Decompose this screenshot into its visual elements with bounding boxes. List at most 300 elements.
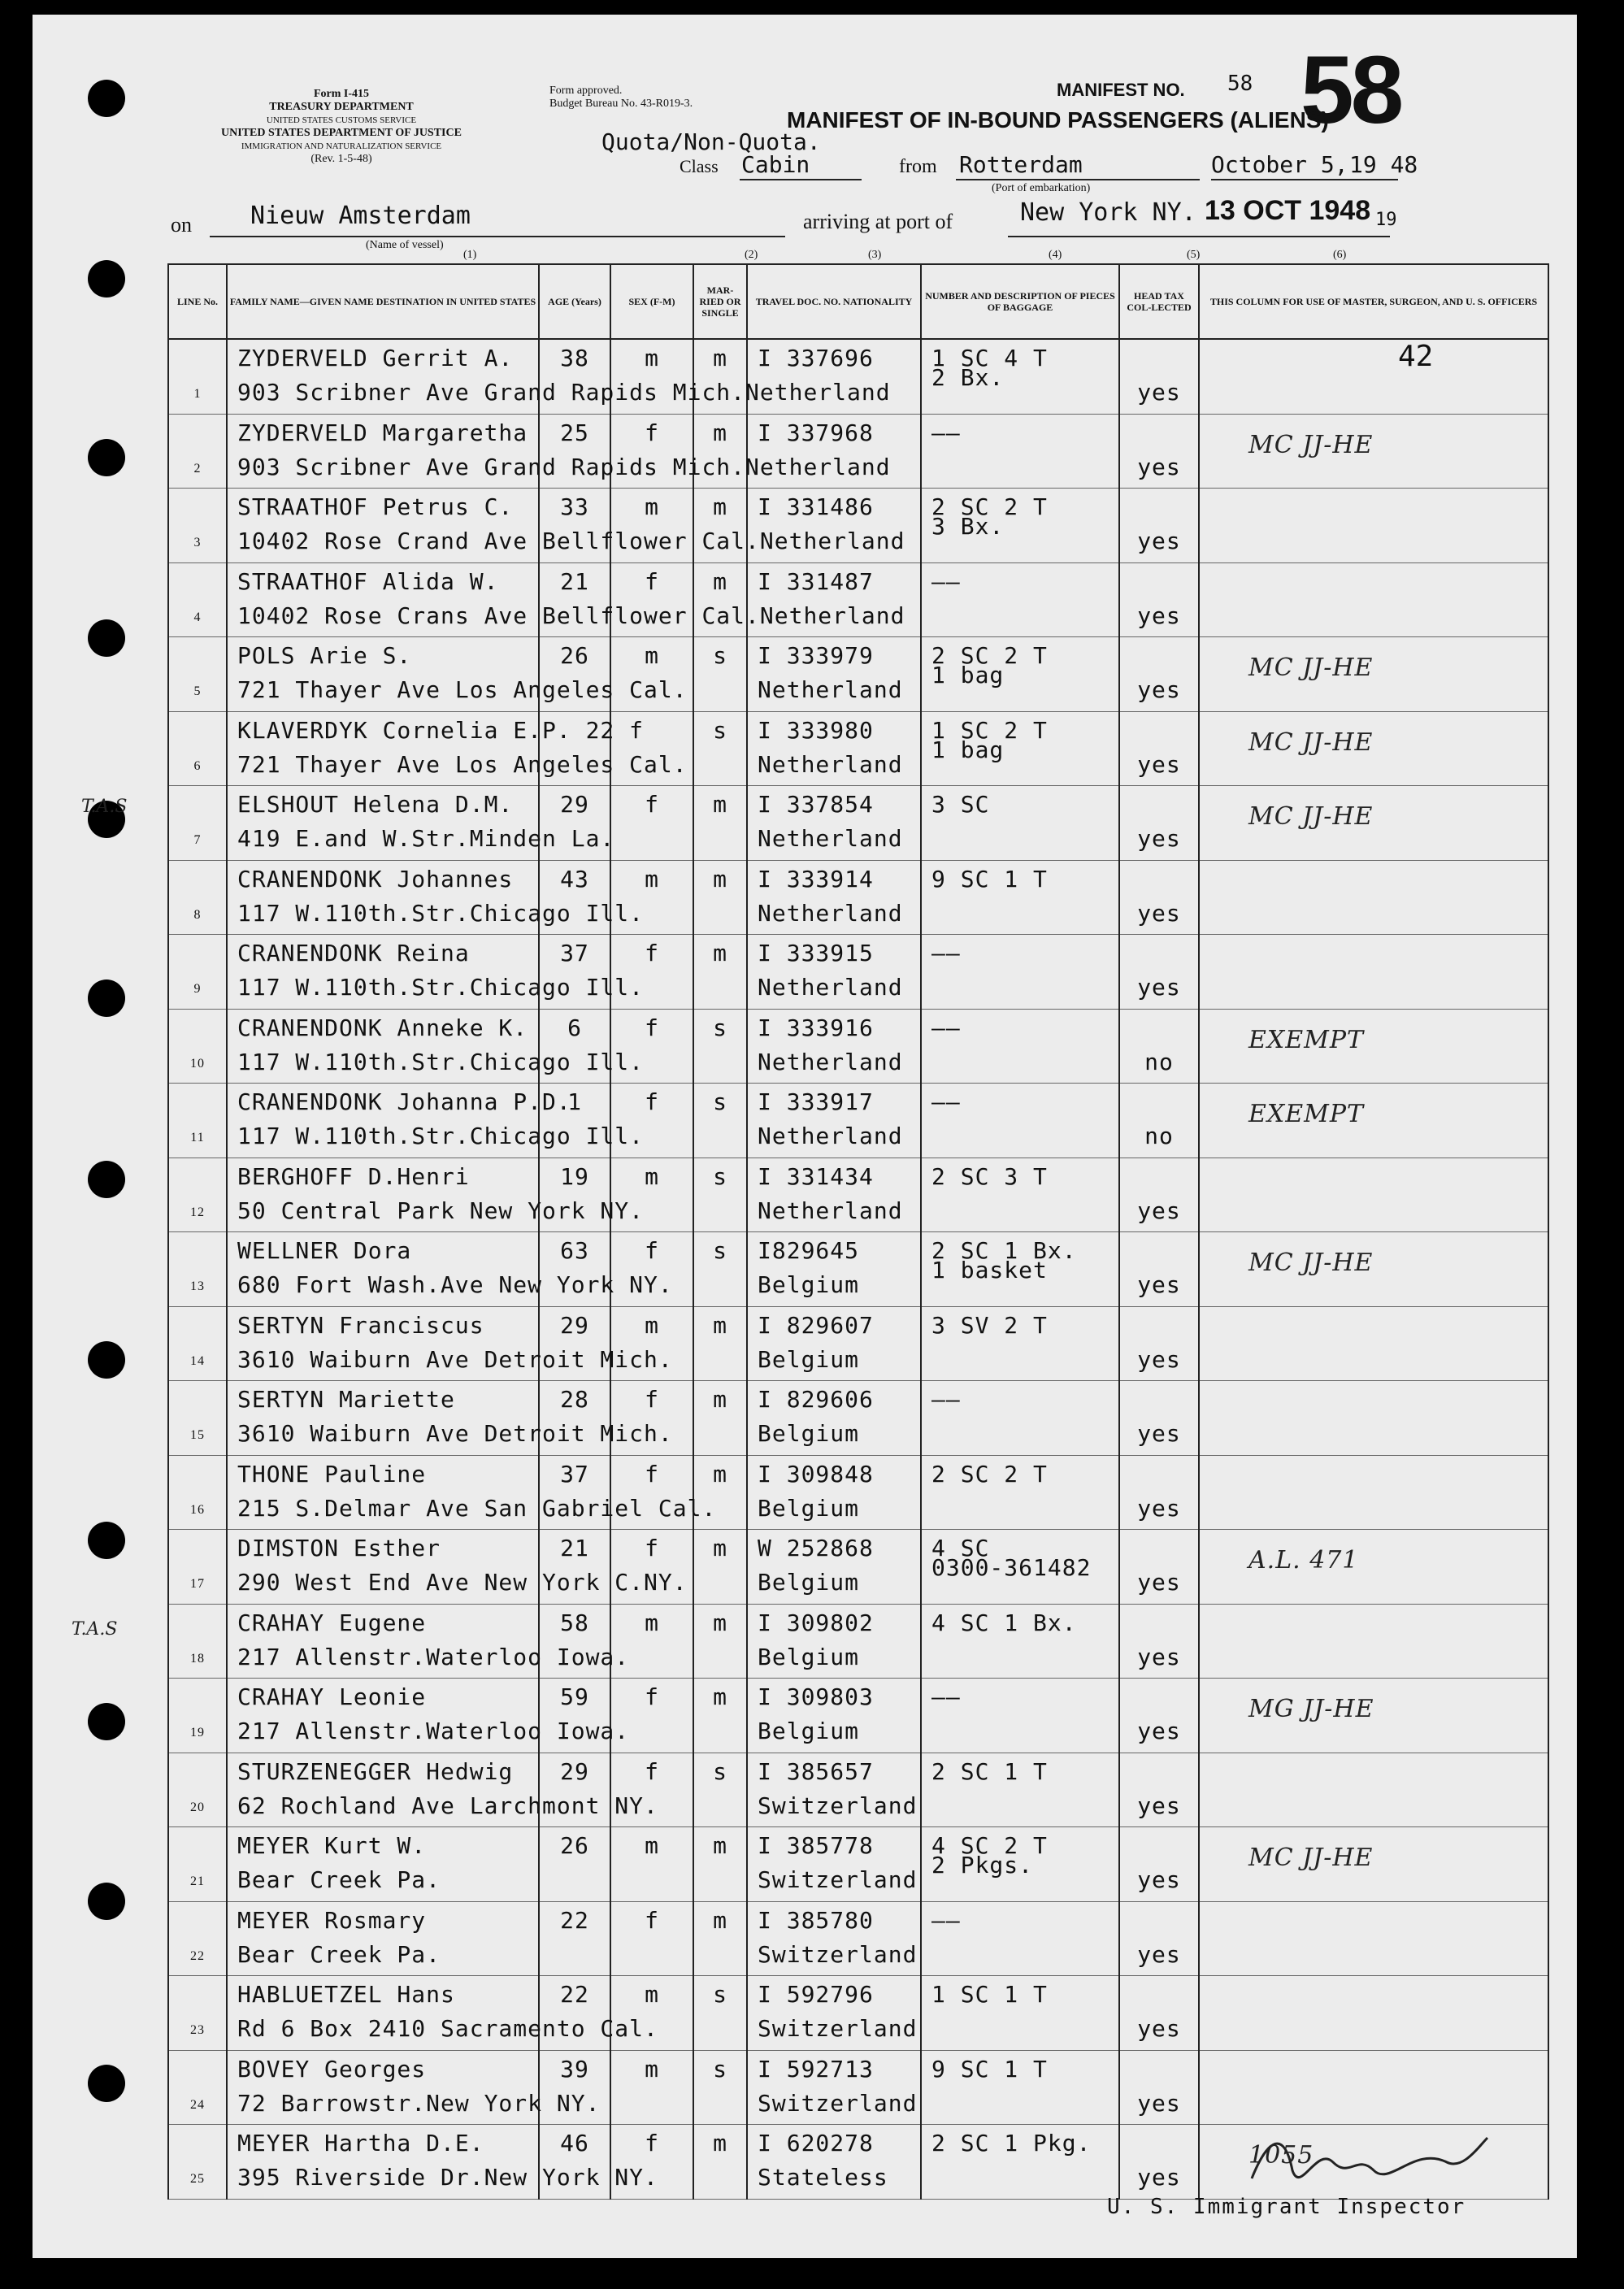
- line-number-cell: [169, 563, 226, 637]
- line-number: 2: [193, 461, 202, 476]
- age: 26: [560, 642, 589, 669]
- marital-status: m: [713, 419, 727, 446]
- sex-cell: [611, 861, 693, 935]
- line-number-cell: [169, 1679, 226, 1753]
- head-tax-cell: [1120, 1010, 1198, 1084]
- sex-cell: [611, 712, 693, 786]
- age-cell: [540, 2051, 610, 2125]
- age-cell: [540, 712, 610, 786]
- marital-cell: [694, 1381, 746, 1455]
- baggage-cell: [922, 1902, 1118, 1976]
- table-row: [168, 1679, 1548, 1753]
- sex-cell: [611, 935, 693, 1009]
- travel-doc-cell: [748, 1679, 920, 1753]
- line-number: 16: [190, 1502, 205, 1517]
- head-tax: yes: [1137, 974, 1181, 1001]
- marital-cell: [694, 786, 746, 860]
- inspector-signature: [1235, 2113, 1496, 2203]
- passenger-name: BOVEY Georges: [237, 2055, 427, 2083]
- table-row: [168, 1753, 1548, 1827]
- punch-hole: [88, 619, 125, 657]
- head-tax-cell: [1120, 1232, 1198, 1306]
- officer-note-cell: [1200, 1456, 1548, 1530]
- age-cell: [540, 861, 610, 935]
- sex: f: [645, 1014, 659, 1041]
- travel-doc-cell: [748, 1605, 920, 1679]
- baggage: 4 SC: [931, 1535, 990, 1561]
- nationality: Belgium: [758, 1718, 860, 1744]
- line-number: 6: [193, 758, 202, 773]
- marital-status: m: [713, 865, 727, 893]
- vessel-caption: (Name of vessel): [366, 239, 444, 251]
- customs-service: UNITED STATES CUSTOMS SERVICE: [266, 115, 417, 125]
- travel-doc: I 337696: [758, 345, 874, 371]
- passenger-name: STRAATHOF Alida W.: [237, 567, 499, 595]
- head-tax: yes: [1137, 1569, 1181, 1596]
- age-cell: [540, 340, 610, 414]
- marital-status: m: [713, 791, 727, 818]
- nationality: Netherland: [758, 899, 903, 927]
- port-line: [1008, 236, 1390, 237]
- nationality: Netherland: [758, 676, 903, 703]
- officer-note: MC JJ-HE: [1248, 430, 1374, 459]
- baggage-cell: [922, 712, 1118, 786]
- destination: 290 West End Ave New York C.NY.: [237, 1569, 688, 1596]
- baggage: 9 SC 1 T: [931, 2055, 1048, 2083]
- passenger-name: MEYER Hartha D.E.: [237, 2130, 484, 2157]
- punch-hole: [88, 1883, 125, 1920]
- sex: m: [645, 1981, 659, 2008]
- marital-status: m: [713, 940, 727, 966]
- line-number-cell: [169, 340, 226, 414]
- officer-note-cell: [1200, 489, 1548, 562]
- destination: 217 Allenstr.Waterloo Iowa.: [237, 1643, 630, 1670]
- punch-hole: [88, 1161, 125, 1198]
- travel-doc-cell: [748, 1530, 920, 1604]
- passenger-name: CRANENDONK Johannes: [237, 865, 514, 893]
- manifest-title: MANIFEST OF IN-BOUND PASSENGERS (ALIENS): [787, 107, 1329, 132]
- line-number: 5: [193, 684, 202, 698]
- travel-doc: I 309802: [758, 1609, 874, 1636]
- baggage-cell: [922, 861, 1118, 935]
- sex: f: [645, 1088, 659, 1115]
- table-row: [168, 562, 1548, 637]
- travel-doc-cell: [748, 1158, 920, 1232]
- age: 58: [560, 1609, 589, 1636]
- line-number: 4: [193, 610, 202, 624]
- officer-note-cell: [1200, 415, 1548, 489]
- name-cell: [228, 712, 688, 786]
- header-line: LINE No.: [168, 264, 227, 339]
- table-row: [168, 414, 1548, 489]
- marital-status: m: [713, 567, 727, 595]
- head-tax: yes: [1137, 2164, 1181, 2191]
- head-tax-cell: [1120, 861, 1198, 935]
- passenger-name: CRAHAY Eugene: [237, 1609, 427, 1636]
- sail-date: October 5,: [1211, 151, 1348, 178]
- sex-cell: [611, 1010, 693, 1084]
- travel-doc-cell: [748, 861, 920, 935]
- marital-status: m: [713, 345, 727, 371]
- table-row: [168, 1232, 1548, 1307]
- travel-doc: I 333980: [758, 716, 874, 744]
- baggage: 1 SC 1 T: [931, 1981, 1048, 2008]
- sex: f: [645, 1386, 659, 1413]
- col-num-2: (2): [745, 249, 758, 261]
- age-cell: [540, 489, 610, 562]
- form-approved: Form approved.: [549, 85, 623, 97]
- header-sex: SEX (F-M): [610, 264, 693, 339]
- baggage-cell: [922, 1679, 1118, 1753]
- port-embark-caption: (Port of embarkation): [992, 182, 1091, 194]
- form-revision: (Rev. 1-5-48): [310, 153, 372, 165]
- header-row: [168, 264, 1548, 339]
- table-row: [168, 1901, 1548, 1976]
- marital-status: m: [713, 1683, 727, 1710]
- destination: 50 Central Park New York NY.: [237, 1197, 645, 1224]
- baggage-cell: [922, 1307, 1118, 1381]
- from-line: [956, 179, 1200, 180]
- head-tax: no: [1144, 1048, 1174, 1075]
- travel-doc: I 309848: [758, 1460, 874, 1488]
- table-row: [168, 637, 1548, 712]
- head-tax-cell: [1120, 1753, 1198, 1827]
- table-row: [168, 1976, 1548, 2051]
- marital-cell: [694, 1084, 746, 1158]
- head-tax: yes: [1137, 676, 1181, 703]
- passenger-name: KLAVERDYK Cornelia E.P. 22 f: [237, 716, 645, 744]
- line-number-cell: [169, 1010, 226, 1084]
- passenger-name: WELLNER Dora: [237, 1237, 412, 1264]
- baggage-extra: 1 bag: [931, 662, 1005, 688]
- line-number: 20: [190, 1800, 205, 1814]
- passenger-name: HABLUETZEL Hans: [237, 1981, 455, 2008]
- line-number: 13: [190, 1279, 205, 1293]
- marital-status: m: [713, 1609, 727, 1636]
- officer-note-cell: [1200, 1605, 1548, 1679]
- destination: 903 Scribner Ave Grand Rapids Mich.Netherland: [237, 379, 891, 406]
- age-cell: [540, 1307, 610, 1381]
- age: 43: [560, 865, 589, 893]
- officer-note-cell: [1200, 1827, 1548, 1901]
- name-cell: [228, 1084, 645, 1158]
- sex-cell: [611, 1307, 693, 1381]
- travel-doc: I 592713: [758, 2055, 874, 2083]
- officer-note: MG JJ-HE: [1248, 1695, 1374, 1723]
- sex: f: [645, 2130, 659, 2157]
- line-number-cell: [169, 1827, 226, 1901]
- passenger-name: MEYER Rosmary: [237, 1906, 427, 1934]
- age: 37: [560, 940, 589, 966]
- age: 19: [560, 1162, 589, 1190]
- age: 6: [567, 1014, 582, 1041]
- travel-doc: I 333914: [758, 865, 874, 893]
- head-tax-cell: [1120, 1530, 1198, 1604]
- age: 39: [560, 2055, 589, 2083]
- table-row: [168, 935, 1548, 1010]
- head-tax: yes: [1137, 1494, 1181, 1522]
- head-tax: yes: [1137, 1197, 1181, 1224]
- passenger-table: [167, 263, 1549, 2200]
- destination: 117 W.110th.Str.Chicago Ill.: [237, 1123, 645, 1149]
- sex: f: [645, 940, 659, 966]
- nationality: Belgium: [758, 1494, 860, 1522]
- line-number-cell: [169, 1605, 226, 1679]
- line-number: 10: [190, 1056, 205, 1071]
- sex: m: [645, 642, 659, 669]
- travel-doc: I 620278: [758, 2130, 874, 2157]
- line-number: 14: [190, 1353, 205, 1368]
- officer-note-cell: [1200, 935, 1548, 1009]
- col-num-4: (4): [1049, 249, 1062, 261]
- marital-cell: [694, 1753, 746, 1827]
- quota-label: Quota/Non-Quota.: [601, 128, 821, 155]
- baggage-cell: [922, 1232, 1118, 1306]
- line-number-cell: [169, 1753, 226, 1827]
- margin-note: T.A.S: [72, 1619, 118, 1640]
- marital-cell: [694, 415, 746, 489]
- baggage-cell: [922, 1605, 1118, 1679]
- inspector-caption: U. S. Immigrant Inspector: [1107, 2195, 1466, 2219]
- officer-note-cell: [1200, 1307, 1548, 1381]
- corner-number: 42: [1398, 340, 1434, 373]
- head-tax: yes: [1137, 602, 1181, 629]
- baggage: 2 SC 2 T: [931, 493, 1048, 520]
- line-number: 1: [193, 387, 202, 401]
- baggage-cell: [922, 563, 1118, 637]
- table-row: [168, 711, 1548, 786]
- officer-note-cell: [1200, 1976, 1548, 2050]
- table-row: [168, 489, 1548, 563]
- line-number-cell: [169, 1084, 226, 1158]
- baggage-cell: [922, 935, 1118, 1009]
- line-number-cell: [169, 637, 226, 711]
- sex: m: [645, 1311, 659, 1339]
- baggage-extra: 2 Bx.: [931, 364, 1005, 391]
- age: 29: [560, 1311, 589, 1339]
- header-baggage: NUMBER AND DESCRIPTION OF PIECES OF BAGGAGE: [921, 264, 1119, 339]
- marital-status: s: [713, 642, 727, 669]
- age: 21: [560, 567, 589, 595]
- head-tax: yes: [1137, 825, 1181, 852]
- destination: 721 Thayer Ave Los Angeles Cal.: [237, 676, 688, 703]
- vessel-name: Nieuw Amsterdam: [250, 202, 471, 230]
- sex-cell: [611, 1084, 693, 1158]
- line-number: 9: [193, 982, 202, 996]
- sail-year: 19 48: [1349, 151, 1418, 178]
- passenger-name: SERTYN Mariette: [237, 1386, 455, 1413]
- line-number: 19: [190, 1726, 205, 1740]
- officer-note-cell: [1200, 1232, 1548, 1306]
- marital-cell: [694, 1010, 746, 1084]
- marital-cell: [694, 1530, 746, 1604]
- baggage: ——: [931, 1088, 961, 1115]
- date-line: [1211, 179, 1398, 180]
- sex: m: [645, 493, 659, 520]
- marital-status: s: [713, 2055, 727, 2083]
- destination: 117 W.110th.Str.Chicago Ill.: [237, 899, 645, 927]
- age: 26: [560, 1832, 589, 1859]
- head-tax: yes: [1137, 2089, 1181, 2117]
- marital-cell: [694, 489, 746, 562]
- destination: Rd 6 Box 2410 Sacramento Cal.: [237, 2015, 658, 2042]
- officer-note: EXEMPT: [1248, 1100, 1365, 1128]
- budget-bureau: Budget Bureau No. 43-R019-3.: [549, 98, 693, 110]
- justice-dept: UNITED STATES DEPARTMENT OF JUSTICE: [221, 127, 462, 139]
- line-number-cell: [169, 1456, 226, 1530]
- line-number-cell: [169, 1232, 226, 1306]
- head-tax: yes: [1137, 528, 1181, 554]
- nationality: Netherland: [758, 974, 903, 1001]
- age: 29: [560, 1757, 589, 1785]
- age-cell: [540, 1827, 610, 1901]
- officer-note: MC JJ-HE: [1248, 654, 1374, 682]
- table-row: [168, 1381, 1548, 1456]
- travel-doc: I 333916: [758, 1014, 874, 1041]
- treasury-dept: TREASURY DEPARTMENT: [269, 101, 414, 113]
- destination: 680 Fort Wash.Ave New York NY.: [237, 1271, 673, 1298]
- travel-doc: I 337968: [758, 419, 874, 446]
- sex-cell: [611, 1158, 693, 1232]
- marital-status: m: [713, 1832, 727, 1859]
- table-row: [168, 1530, 1548, 1605]
- age-cell: [540, 1381, 610, 1455]
- travel-doc: I 385780: [758, 1906, 874, 1934]
- baggage-cell: [922, 1530, 1118, 1604]
- age-cell: [540, 1084, 610, 1158]
- line-number-cell: [169, 1158, 226, 1232]
- head-tax-cell: [1120, 637, 1198, 711]
- sex-cell: [611, 1902, 693, 1976]
- line-number-cell: [169, 935, 226, 1009]
- travel-doc: I 331487: [758, 567, 874, 595]
- head-tax: yes: [1137, 1866, 1181, 1893]
- sex: f: [645, 1237, 659, 1264]
- punch-hole: [88, 979, 125, 1017]
- table-row: [168, 860, 1548, 935]
- header-married: MAR-RIED OR SINGLE: [693, 264, 747, 339]
- sex-cell: [611, 1679, 693, 1753]
- age-cell: [540, 1530, 610, 1604]
- baggage-cell: [922, 2125, 1118, 2199]
- nationality: Netherland: [758, 1048, 903, 1075]
- arrival-port: New York NY.: [1020, 198, 1196, 227]
- passenger-name: MEYER Kurt W.: [237, 1832, 427, 1859]
- destination: 72 Barrowstr.New York NY.: [237, 2089, 601, 2117]
- destination: 62 Rochland Ave Larchmont NY.: [237, 1792, 658, 1819]
- age-cell: [540, 935, 610, 1009]
- sex-cell: [611, 489, 693, 562]
- baggage-cell: [922, 1827, 1118, 1901]
- destination: 419 E.and W.Str.Minden La.: [237, 825, 615, 852]
- nationality: Netherland: [758, 1123, 903, 1149]
- travel-doc-cell: [748, 1307, 920, 1381]
- age-cell: [540, 1010, 610, 1084]
- travel-doc: I 331434: [758, 1162, 874, 1190]
- margin-note: T.A.S: [81, 797, 128, 817]
- line-number: 18: [190, 1651, 205, 1666]
- line-number: 8: [193, 907, 202, 922]
- travel-doc-cell: [748, 1456, 920, 1530]
- line-number: 25: [190, 2172, 205, 2186]
- nationality: Belgium: [758, 1420, 860, 1447]
- head-tax: yes: [1137, 1271, 1181, 1298]
- officer-note-cell: [1200, 1158, 1548, 1232]
- nationality: Stateless: [758, 2164, 888, 2191]
- sex-cell: [611, 2125, 693, 2199]
- sex-cell: [611, 1232, 693, 1306]
- destination: 217 Allenstr.Waterloo Iowa.: [237, 1718, 630, 1744]
- head-tax-cell: [1120, 1827, 1198, 1901]
- head-tax: no: [1144, 1123, 1174, 1149]
- travel-doc-cell: [748, 1976, 920, 2050]
- baggage-cell: [922, 1456, 1118, 1530]
- head-tax: yes: [1137, 899, 1181, 927]
- line-number-cell: [169, 415, 226, 489]
- age: 29: [560, 791, 589, 818]
- sex: f: [645, 567, 659, 595]
- passenger-name: STRAATHOF Petrus C.: [237, 493, 514, 520]
- passenger-name: BERGHOFF D.Henri: [237, 1162, 470, 1190]
- travel-doc: I 385778: [758, 1832, 874, 1859]
- sex: f: [645, 1906, 659, 1934]
- punch-hole: [88, 260, 125, 298]
- class-label: Class: [680, 156, 719, 176]
- line-number-cell: [169, 1381, 226, 1455]
- head-tax-cell: [1120, 712, 1198, 786]
- manifest-no-small: 58: [1227, 72, 1253, 96]
- head-tax-cell: [1120, 415, 1198, 489]
- punch-hole: [88, 439, 125, 476]
- name-cell: [228, 1827, 538, 1901]
- passenger-name: CRAHAY Leonie: [237, 1683, 427, 1710]
- baggage: ——: [931, 1906, 961, 1934]
- baggage-extra: 3 Bx.: [931, 513, 1005, 540]
- baggage-cell: [922, 1976, 1118, 2050]
- head-tax-cell: [1120, 1158, 1198, 1232]
- travel-doc: I 592796: [758, 1981, 874, 2008]
- age: 46: [560, 2130, 589, 2157]
- head-tax: yes: [1137, 1792, 1181, 1819]
- line-number-cell: [169, 1307, 226, 1381]
- sex-cell: [611, 637, 693, 711]
- officer-note-cell: [1200, 1753, 1548, 1827]
- head-tax: yes: [1137, 1643, 1181, 1670]
- baggage: 2 SC 2 T: [931, 642, 1048, 669]
- age: 37: [560, 1460, 589, 1488]
- sex: f: [645, 419, 659, 446]
- head-tax-cell: [1120, 563, 1198, 637]
- from-value: Rotterdam: [959, 151, 1083, 178]
- manifest-no-label: MANIFEST NO.: [1057, 80, 1185, 100]
- travel-doc: I829645: [758, 1237, 860, 1264]
- line-number: 23: [190, 2023, 205, 2037]
- col-num-1: (1): [463, 249, 477, 261]
- baggage: 3 SV 2 T: [931, 1311, 1048, 1339]
- destination: 117 W.110th.Str.Chicago Ill.: [237, 1048, 645, 1075]
- travel-doc: I 385657: [758, 1757, 874, 1785]
- marital-cell: [694, 712, 746, 786]
- sex: m: [645, 1832, 659, 1859]
- destination: 10402 Rose Crans Ave Bellflower Cal.Netherland: [237, 602, 905, 629]
- sex-cell: [611, 563, 693, 637]
- age: 22: [560, 1906, 589, 1934]
- passenger-name: DIMSTON Esther: [237, 1535, 441, 1561]
- marital-cell: [694, 1158, 746, 1232]
- line-number: 21: [190, 1874, 205, 1888]
- head-tax-cell: [1120, 1381, 1198, 1455]
- marital-cell: [694, 563, 746, 637]
